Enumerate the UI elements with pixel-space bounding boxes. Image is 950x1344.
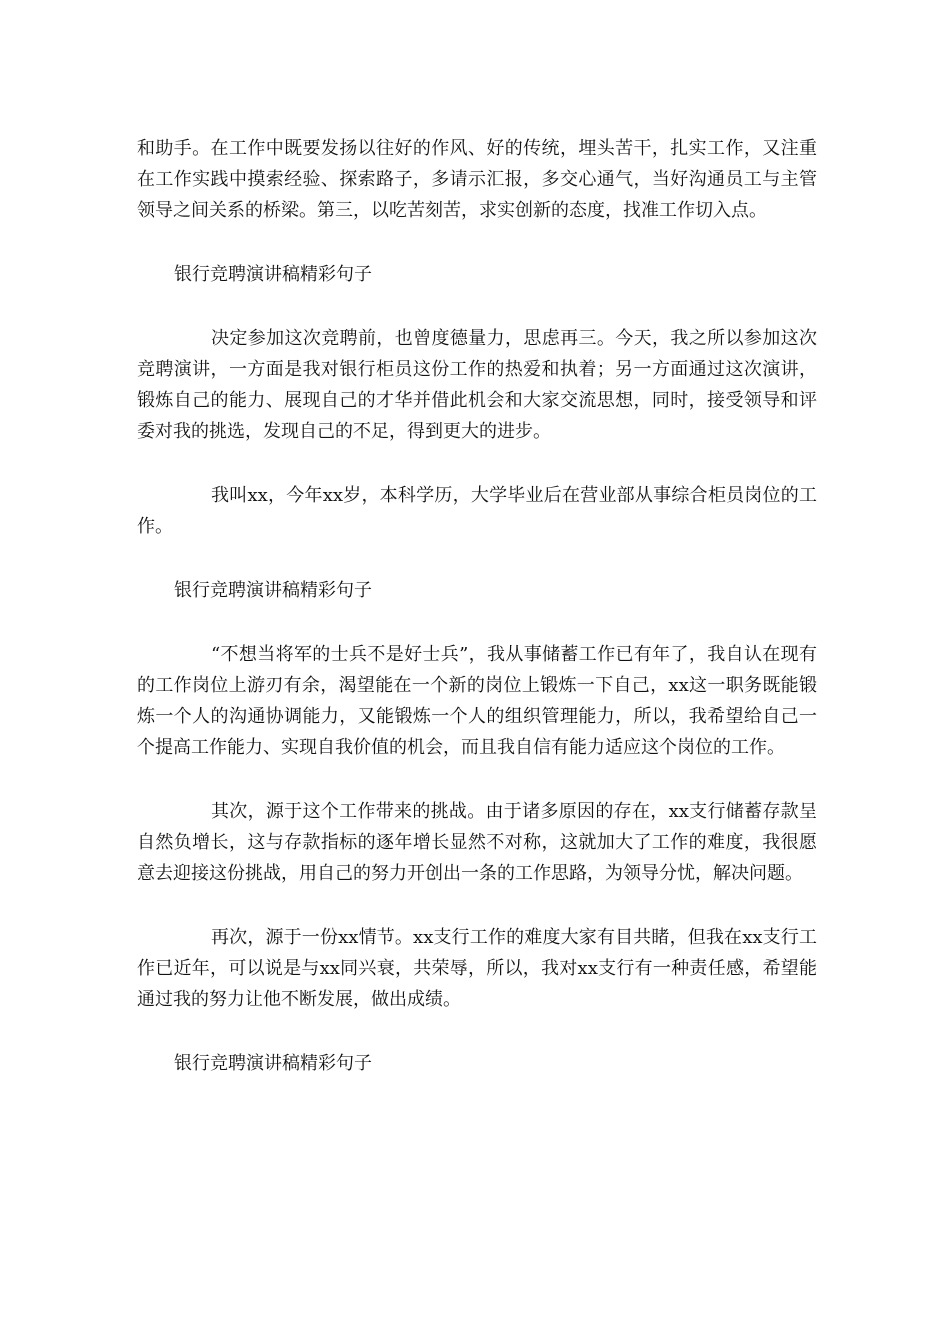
paragraph-3: 我叫xx，今年xx岁，本科学历，大学毕业后在营业部从事综合柜员岗位的工作。 (137, 485, 817, 537)
paragraph-5: 其次，源于这个工作带来的挑战。由于诸多原因的存在，xx支行储蓄存款呈自然负增长，这与存款指标的逐年增长显然不对称，这就加大了工作的难度，我很愿意去迎接这份挑战，用自己的努力开创出一条的工作思路，为领导分忧，解决问题。 (137, 801, 817, 884)
document-body (137, 133, 817, 1112)
section-heading-1: 银行竞聘演讲稿精彩句子 (174, 264, 372, 285)
section-heading-3: 银行竞聘演讲稿精彩句子 (174, 1053, 372, 1074)
paragraph-1: 和助手。在工作中既要发扬以往好的作风、好的传统，埋头苦干，扎实工作，又注重在工作实践中摸索经验、探索路子，多请示汇报，多交心通气，当好沟通员工与主管领导之间关系的桥梁。第三，以吃苦刻苦，求实创新的态度，找准工作切入点。 (137, 138, 817, 221)
paragraph-4: “不想当将军的士兵不是好士兵”，我从事储蓄工作已有年了，我自认在现有的工作岗位上游刃有余，渴望能在一个新的岗位上锻炼一下自己，xx这一职务既能锻炼一个人的沟通协调能力，又能锻炼一个人的组织管理能力，所以，我希望给自己一个提高工作能力、实现自我价值的机会，而且我自信有能力适应这个岗位的工作。 (137, 644, 817, 758)
paragraph-2: 决定参加这次竞聘前，也曾度德量力，思虑再三。今天，我之所以参加这次竞聘演讲，一方面是我对银行柜员这份工作的热爱和执着；另一方面通过这次演讲，锻炼自己的能力、展现自己的才华并借此机会和大家交流思想，同时，接受领导和评委对我的挑选，发现自己的不足，得到更大的进步。 (137, 328, 817, 442)
paragraph-6: 再次，源于一份xx情节。xx支行工作的难度大家有目共睹，但我在xx支行工作已近年，可以说是与xx同兴衰，共荣辱，所以，我对xx支行有一种责任感，希望能通过我的努力让他不断发展，做出成绩。 (137, 927, 817, 1010)
section-heading-2: 银行竞聘演讲稿精彩句子 (174, 580, 372, 601)
